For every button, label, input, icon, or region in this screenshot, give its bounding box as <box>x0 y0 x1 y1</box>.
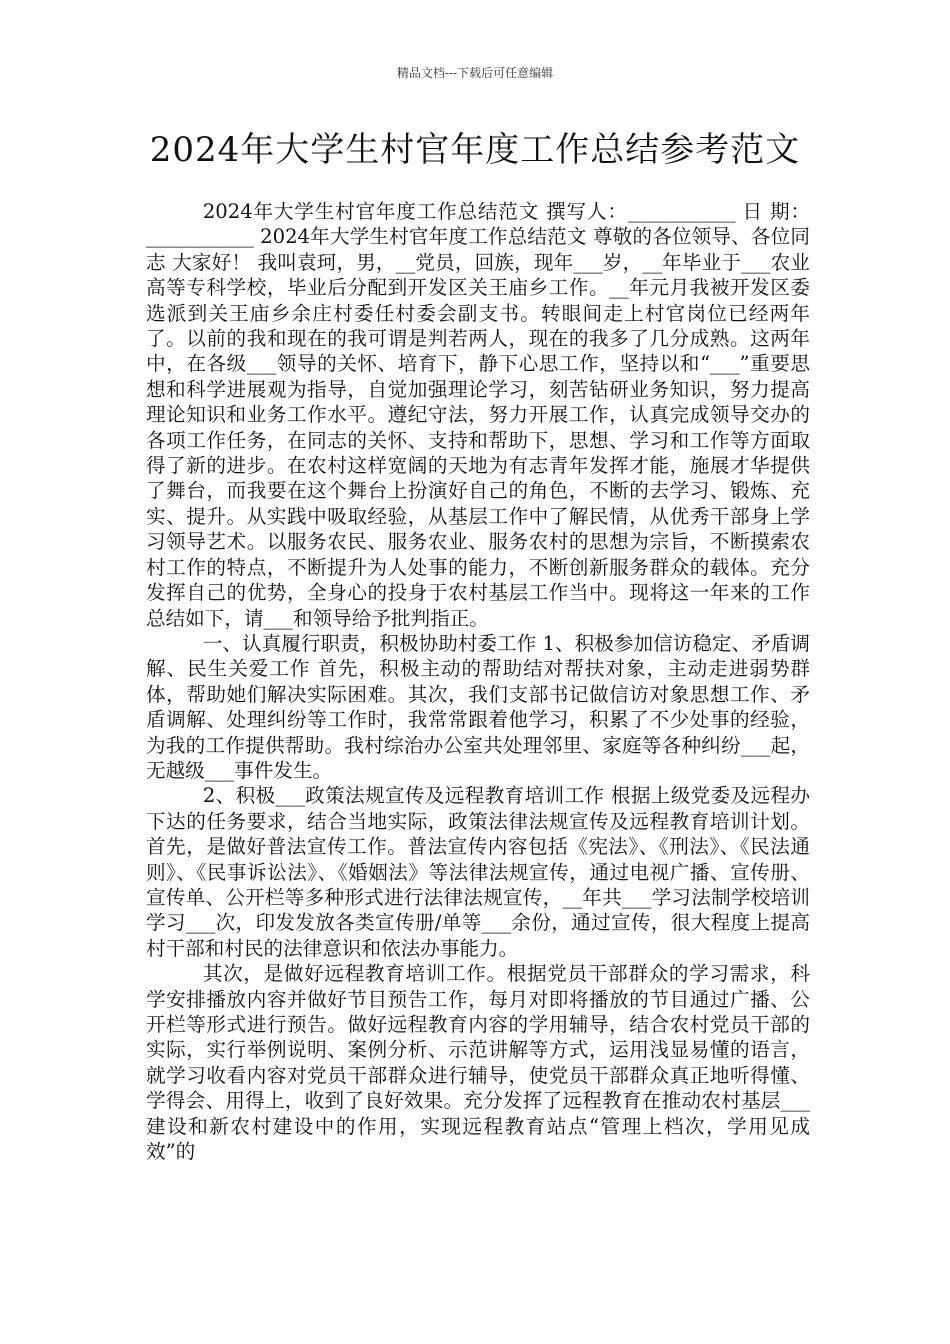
page-header: 精品文档---下载后可任意编辑 <box>396 66 554 80</box>
document-title: 2024年大学生村官年度工作总结参考范文 <box>149 130 801 170</box>
paragraph-section-1: 一、认真履行职责，积极协助村委工作 1、积极参加信访稳定、矛盾调解、民生关爱工作 首先，积极主动的帮助结对帮扶对象，主动走进弱势群体，帮助她们解决实际困难。其次，我们支部书记做信访对象思想工作、矛盾调解、处理纠纷等工作时，我常常跟着他学习，积累了不少处事的经验，为我的工作提供帮助。我村综治办公室共处理邻里、家庭等各种纠纷___起，无越级___事件发生。 <box>146 631 810 782</box>
paragraph-section-2: 2、积极___政策法规宣传及远程教育培训工作 根据上级党委及远程办下达的任务要求，结合当地实际，政策法律法规宣传及远程教育培训计划。首先，是做好普法宣传工作。普法宣传内容包括《宪法》、《刑法》、《民法通则》、《民事诉讼法》、《婚姻法》等法律法规宣传，通过电视广播、宣传册、宣传单、公开栏等多种形式进行法律法规宣传，__年共___学习法制学校培训学习___次，印发发放各类宣传册/单等___余份，通过宣传，很大程度上提高村干部和村民的法律意识和依法办事能力。 <box>146 784 810 960</box>
paragraph-remote-education: 其次，是做好远程教育培训工作。根据党员干部群众的学习需求，科学安排播放内容并做好节目预告工作，每月对即将播放的节目通过广播、公开栏等形式进行预告。做好远程教育内容的学用辅导，结合农村党员干部的实际，实行举例说明、案例分析、示范讲解等方式，运用浅显易懂的语言，就学习收看内容对党员干部群众进行辅导，使党员干部群众真正地听得懂、学得会、用得上，收到了良好效果。充分发挥了远程教育在推动农村基层___建设和新农村建设中的作用，实现远程教育站点“管理上档次，学用见成效”的 <box>146 962 810 1164</box>
document-body <box>146 199 810 1164</box>
paragraph-intro: 2024年大学生村官年度工作总结范文 撰写人：___________ 日 期：___________ 2024年大学生村官年度工作总结范文 尊敬的各位领导、各位同志 大家好！ 我叫袁珂，男，__党员，回族，现年___岁，__年毕业于___农业高等专科学校，毕业后分配到开发区关王庙乡工作。__年元月我被开发区委选派到关王庙乡余庄村委任村委会副支书。转眼间走上村官岗位已经两年了。以前的我和现在的我可谓是判若两人，现在的我多了几分成熟。这两年中，在各级___领导的关怀、培育下，静下心思工作，坚持以和“___”重要思想和科学进展观为指导，自觉加强理论学习，刻苦钻研业务知识，努力提高理论知识和业务工作水平。遵纪守法，努力开展工作，认真完成领导交办的各项工作任务，在同志的关怀、支持和帮助下，思想、学习和工作等方面取得了新的进步。在农村这样宽阔的天地为有志青年发挥才能，施展才华提供了舞台，而我要在这个舞台上扮演好自己的角色，不断的去学习、锻炼、充实、提升。从实践中吸取经验，从基层工作中了解民情，从优秀干部身上学习领导艺术。以服务农民、服务农业、服务农村的思想为宗旨，不断摸索农村工作的特点，不断提升为人处事的能力，不断创新服务群众的载体。充分发挥自己的优势，全身心的投身于农村基层工作当中。现将这一年来的工作总结如下，请___和领导给予批判指正。 <box>146 200 810 630</box>
